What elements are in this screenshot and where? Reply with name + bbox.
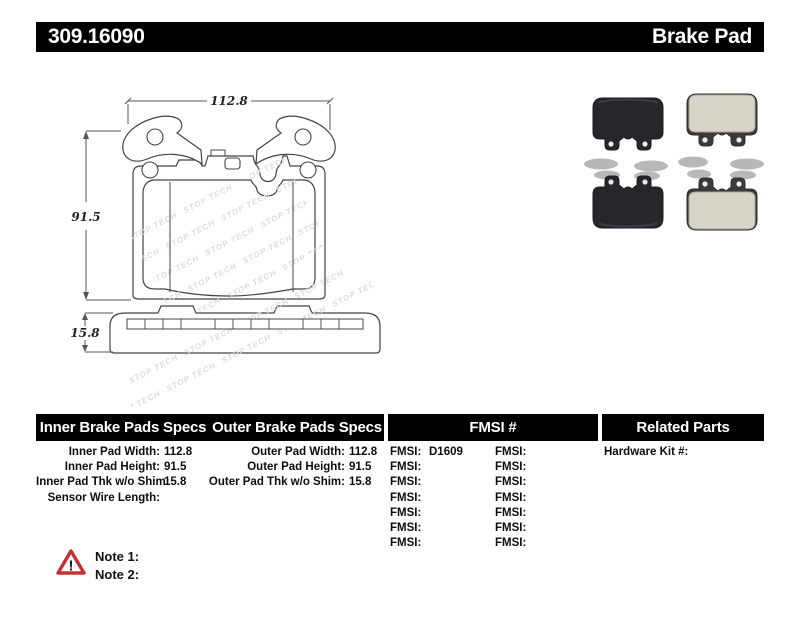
thickness-dimension-label: 15.8 <box>70 326 100 340</box>
inner-specs-header: Inner Brake Pads Specs <box>39 419 207 436</box>
related-part-row: Hardware Kit #: <box>604 445 689 458</box>
specs-header-bar <box>36 414 384 441</box>
fmsi-row: FMSI: <box>390 506 422 519</box>
spec-row: Inner Pad Thk w/o Shim: 15.8 <box>36 476 187 489</box>
spec-row: Inner Pad Width: 112.8 <box>68 445 193 458</box>
fmsi-row: FMSI: D1609 <box>390 445 463 458</box>
outer-specs-header: Outer Brake Pads Specs <box>212 419 382 436</box>
related-parts-header: Related Parts <box>636 419 730 436</box>
svg-text:!: ! <box>68 557 74 575</box>
fmsi-row: FMSI: <box>495 460 527 473</box>
fmsi-column-1 <box>390 444 463 551</box>
fmsi-row: FMSI: <box>495 476 527 489</box>
fmsi-row: FMSI: <box>390 522 422 535</box>
part-number: 309.16090 <box>48 25 145 48</box>
spec-row: Outer Pad Width: 112.8 <box>251 445 378 458</box>
width-dimension-label: 112.8 <box>210 94 248 108</box>
page-title: Brake Pad <box>651 25 752 48</box>
inner-specs-column <box>36 444 192 505</box>
fmsi-column-2 <box>495 444 534 551</box>
spec-row: Outer Pad Height: 91.5 <box>247 460 372 473</box>
fmsi-header-bar <box>388 414 598 441</box>
fmsi-row: FMSI: <box>495 537 527 550</box>
product-photo <box>585 80 775 240</box>
fmsi-row: FMSI: <box>495 506 527 519</box>
fmsi-row: FMSI: <box>390 460 422 473</box>
fmsi-row: FMSI: <box>390 476 422 489</box>
outer-specs-column <box>198 444 377 490</box>
fmsi-row: FMSI: <box>495 445 527 458</box>
fmsi-header: FMSI # <box>469 419 517 436</box>
fmsi-row: FMSI: <box>495 491 527 504</box>
right-wing-clip <box>256 116 335 164</box>
warning-triangle-icon <box>55 548 87 577</box>
brake-pad-technical-drawing: STOP TECH 112.8 91.5 15.8 <box>55 88 405 373</box>
spec-row: Inner Pad Height: 91.5 <box>64 460 187 473</box>
fmsi-row: FMSI: <box>495 522 527 535</box>
note-2: Note 2: <box>95 567 140 582</box>
fmsi-row: FMSI: <box>390 537 422 550</box>
related-parts-column <box>604 444 692 459</box>
fmsi-row: FMSI: <box>390 491 422 504</box>
note-1: Note 1: <box>95 549 140 564</box>
left-wing-clip <box>123 116 202 164</box>
header-bar <box>36 22 764 52</box>
spec-row: Outer Pad Thk w/o Shim: 15.8 <box>208 476 372 489</box>
height-dimension-label: 91.5 <box>71 210 101 224</box>
related-parts-header-bar <box>602 414 764 441</box>
spec-row: Sensor Wire Length: <box>47 491 160 504</box>
